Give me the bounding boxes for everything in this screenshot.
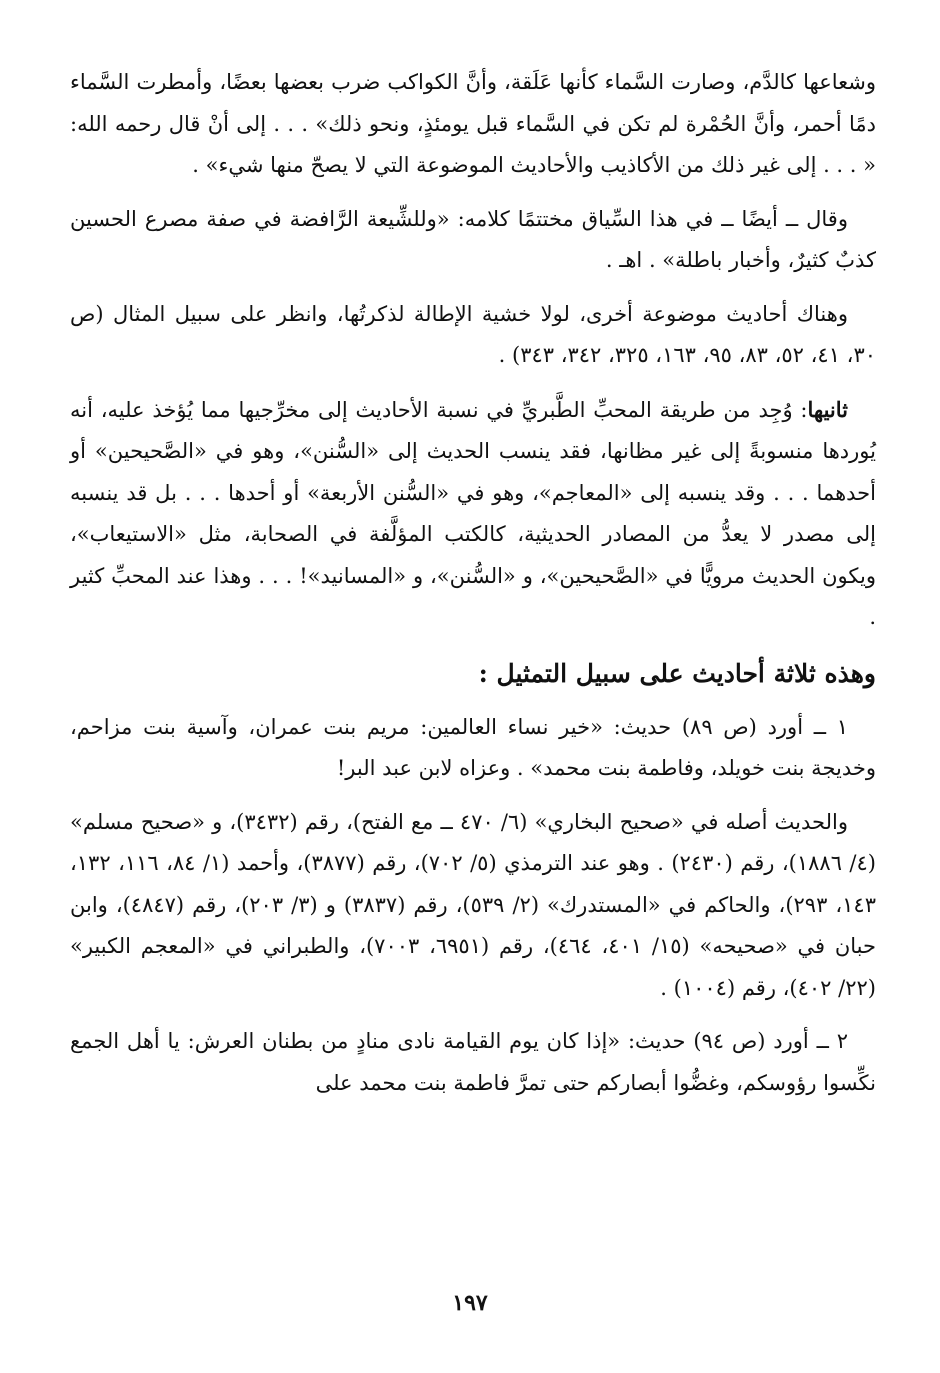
paragraph-hadith-2: ٢ ــ أورد (ص ٩٤) حديث: «إذا كان يوم القيامة نادى منادٍ من بطنان العرش: يا أهل الجمع نكِّسوا رؤوسكم، وغضُّوا أبصاركم حتى تمرَّ فاطمة بنت محمد على <box>70 1029 876 1095</box>
paragraph-second-point <box>70 389 876 639</box>
paragraph-2: وقال ــ أيضًا ــ في هذا السِّياق مختتمًا كلامه: «وللشِّيعة الرَّافضة في صفة مصرع الحسين كذبٌ كثيرٌ، وأخبار باطلة» . اهـ . <box>70 206 876 272</box>
section-heading: وهذه ثلاثة أحاديث على سبيل التمثيل : <box>478 658 876 688</box>
page-number: ١٩٧ <box>452 1290 488 1316</box>
paragraph-3: وهناك أحاديث موضوعة أخرى، لولا خشية الإطالة لذكرتُها، وانظر على سبيل المثال (ص ٣٠، ٤١، ٥٢، ٨٣، ٩٥، ١٦٣، ٣٢٥، ٣٤٢، ٣٤٣) . <box>70 301 876 367</box>
paragraph-hadith-1: ١ ــ أورد (ص ٨٩) حديث: «خير نساء العالمين: مريم بنت عمران، وآسية بنت مزاحم، وخديجة بنت خويلد، وفاطمة بنت محمد» . وعزاه لابن عبد البر! <box>70 714 876 780</box>
page-body <box>70 62 876 1116</box>
paragraph-takhrij-1: والحديث أصله في «صحيح البخاري» (٦/ ٤٧٠ ــ مع الفتح)، رقم (٣٤٣٢)، و «صحيح مسلم» (٤/ ١٨٨٦)، رقم (٢٤٣٠) . وهو عند الترمذي (٥/ ٧٠٢)، رقم (٣٨٧٧)، وأحمد (١/ ٨٤، ١١٦، ١٣٢، ١٤٣، ٢٩٣)، والحاكم في «المستدرك» (٢/ ٥٣٩)، رقم (٣٨٣٧) و (٣/ ٢٠٣)، رقم (٤٨٤٧)، وابن حبان في «صحيحه» (١٥/ ٤٠١، ٤٦٤)، رقم (٦٩٥١، ٧٠٠٣)، والطبراني في «المعجم الكبير» (٢٢/ ٤٠٢)، رقم (١٠٠٤) . <box>70 809 876 1000</box>
second-point-lead: ثانيها <box>807 396 848 422</box>
paragraph-1: وشعاعها كالدَّم، وصارت السَّماء كأنها عَلَقة، وأنَّ الكواكب ضرب بعضها بعضًا، وأمطرت السَّماء دمًا أحمر، وأنَّ الحُمْرة لم تكن في السَّماء قبل يومئذٍ، ونحو ذلك» . . . إلى أنْ قال رحمه الله: « . . . إلى غير ذلك من الأكاذيب والأحاديث الموضوعة التي لا يصحّ منها شيء» . <box>70 70 876 177</box>
second-point-text: : وُجِد من طريقة المحبِّ الطَّبريِّ في نسبة الأحاديث إلى مخرِّجيها مما يُؤخذ عليه، أنه يُوردها منسوبةً إلى غير مظانها، فقد ينسب الحديث إلى «السُّنن»، وهو في «الصَّحيحين» أو أحدهما . . . وقد ينسبه إلى «المعاجم»، وهو في «السُّنن الأربعة» أو أحدها . . . بل قد ينسبه إلى مصدر لا يعدُّ من المصادر الحديثية، كالكتب المؤلَّفة في الصحابة، مثل «الاستيعاب»، ويكون الحديث مرويًّا في «الصَّحيحين»، و «السُّنن»، و «المسانيد»! . . . وهذا عند المحبِّ كثير . <box>70 397 876 629</box>
